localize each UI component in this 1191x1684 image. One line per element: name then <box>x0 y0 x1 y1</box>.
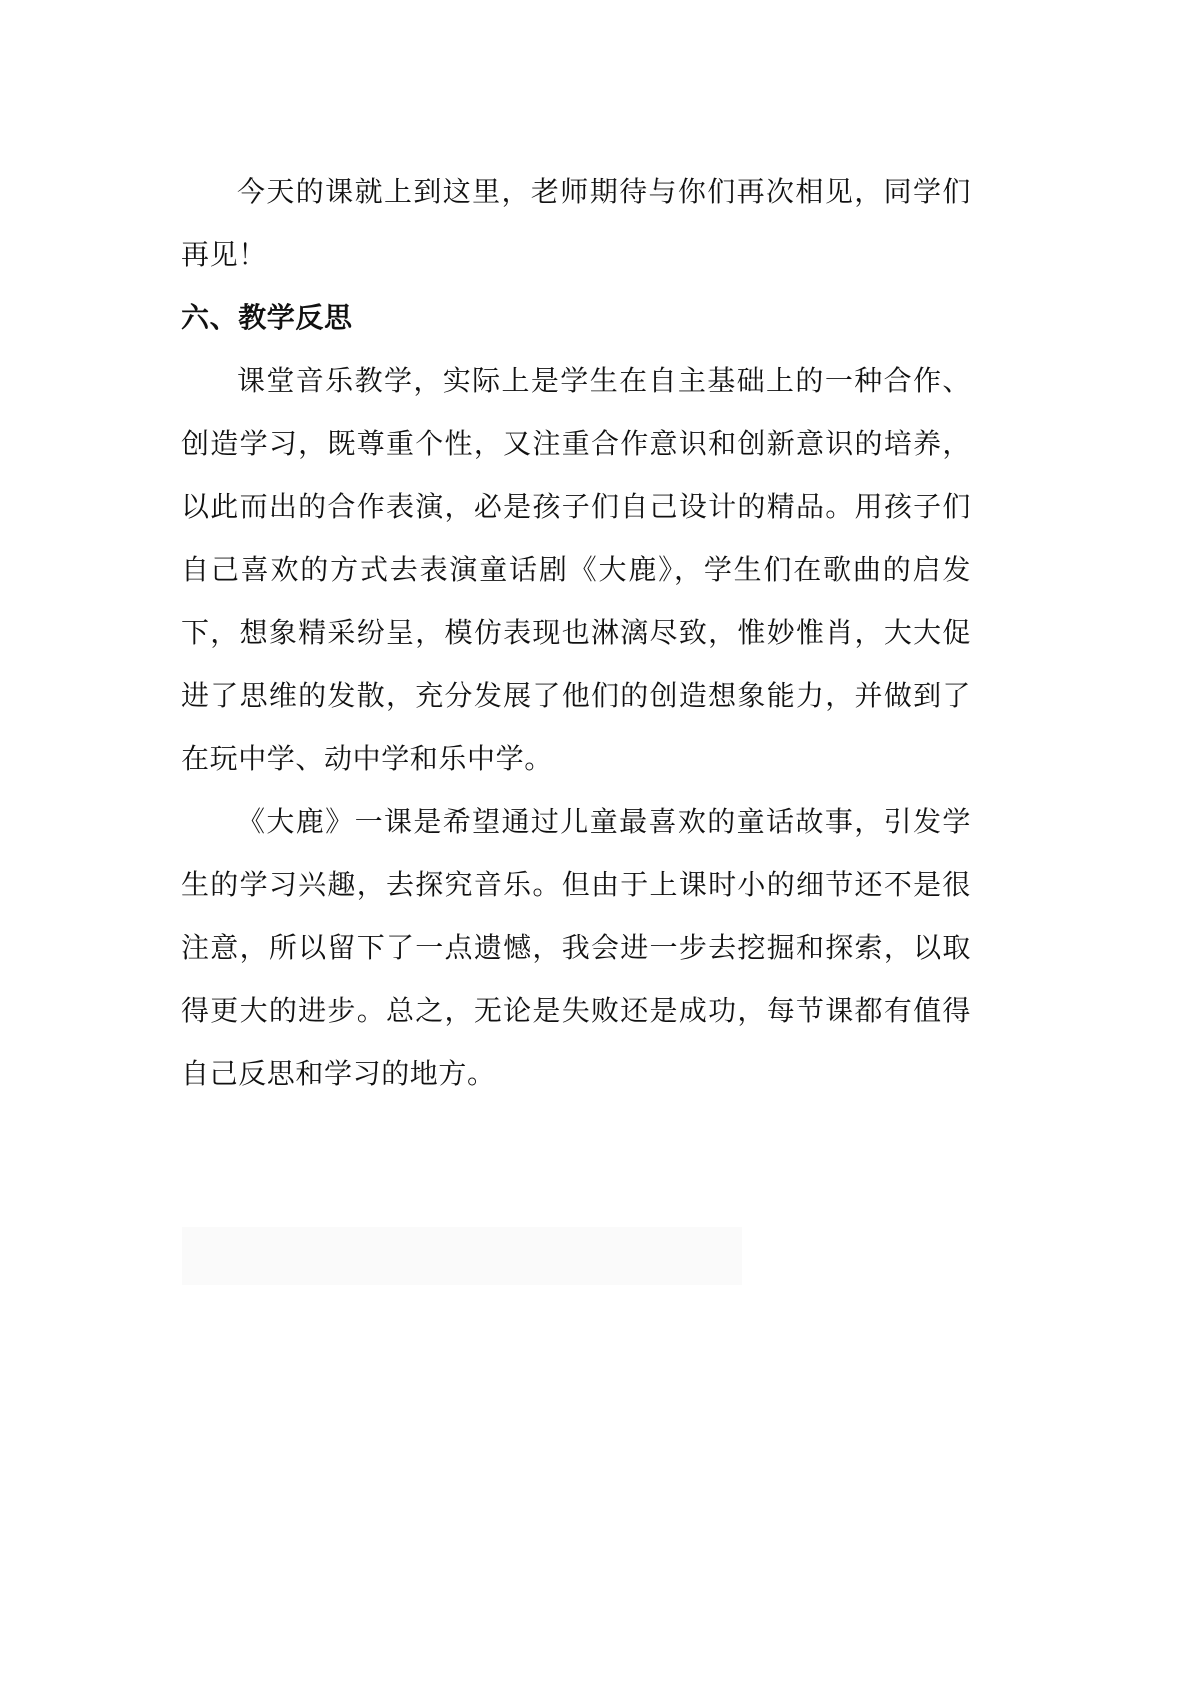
section-heading: 六、教学反思 <box>181 301 353 334</box>
document-body <box>181 160 971 1105</box>
closing-paragraph: 今天的课就上到这里，老师期待与你们再次相见，同学们再见！ <box>181 175 971 271</box>
reflection-paragraph-1: 课堂音乐教学，实际上是学生在自主基础上的一种合作、创造学习，既尊重个性，又注重合作意识和创新意识的培养，以此而出的合作表演，必是孩子们自己设计的精品。用孩子们自己喜欢的方式去表演童话剧《大鹿》，学生们在歌曲的启发下，想象精采纷呈，模仿表现也淋漓尽致，惟妙惟肖，大大促进了思维的发散，充分发展了他们的创造想象能力，并做到了在玩中学、动中学和乐中学。 <box>181 364 971 775</box>
reflection-paragraph-2: 《大鹿》一课是希望通过儿童最喜欢的童话故事，引发学生的学习兴趣，去探究音乐。但由于上课时小的细节还不是很注意，所以留下了一点遗憾，我会进一步去挖掘和探索，以取得更大的进步。总之，无论是失败还是成功，每节课都有值得自己反思和学习的地方。 <box>181 805 971 1090</box>
footer-band <box>182 1227 742 1285</box>
